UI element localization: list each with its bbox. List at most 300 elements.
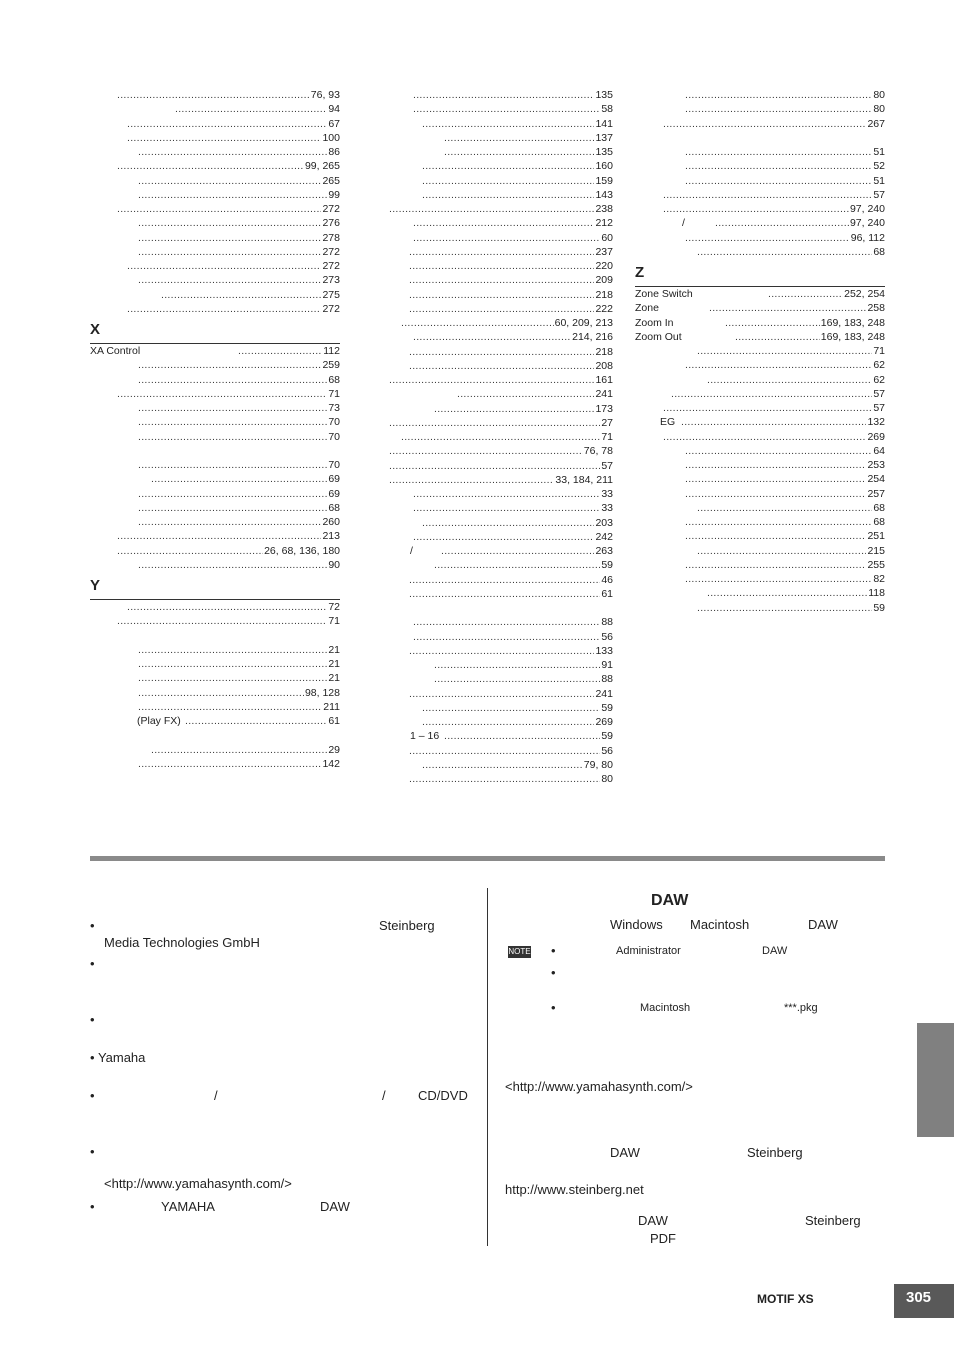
page-reference[interactable]: 273 [322,274,340,287]
text-pdf: PDF [650,1231,676,1246]
index-entry [90,273,340,287]
page-reference[interactable]: 143 [595,188,613,201]
page-reference[interactable]: 272 [322,203,340,215]
dot-leader [685,88,872,102]
index-leader [389,459,613,473]
index-entry [90,188,340,202]
dot-leader [401,316,554,330]
page-reference[interactable]: 100 [322,131,340,144]
page-reference[interactable]: 169, 183, 248 [820,316,885,329]
page-reference[interactable]: 51 [873,146,885,158]
page-reference[interactable]: 208 [595,359,613,372]
page-reference[interactable]: 68 [328,501,340,514]
page-reference[interactable]: 218 [595,288,613,301]
page-reference[interactable]: 161 [595,374,613,386]
page-reference[interactable]: 71 [601,431,613,443]
dot-leader [685,444,872,458]
index-leader [681,415,885,429]
dot-leader [409,744,600,758]
index-leader [663,117,885,131]
index-entry [90,117,340,131]
page-reference[interactable]: 259 [322,359,340,372]
dot-leader [663,401,872,415]
page-reference[interactable]: 61 [328,715,340,727]
yamahasynth-link[interactable]: <http://www.yamahasynth.com/> [505,1079,693,1094]
page-reference[interactable]: 71 [328,387,340,400]
dot-leader [697,344,872,358]
dot-leader [127,600,327,614]
page-reference[interactable]: 94 [328,103,340,116]
page-reference[interactable]: 141 [595,117,613,130]
dot-leader [389,459,600,473]
page-reference[interactable]: 82 [873,573,885,585]
text-steinberg: Steinberg [379,918,435,933]
index-entry [90,686,340,700]
index-leader [413,487,613,501]
dot-leader [409,302,594,316]
index-leader [127,117,340,131]
page-reference[interactable]: 57 [873,387,885,400]
index-entry [635,102,885,116]
index-entry [635,558,885,572]
page-reference[interactable]: 68 [873,245,885,258]
dot-leader [685,358,872,372]
dot-leader [422,701,600,715]
index-entry [635,159,885,173]
index-term: / [410,545,413,557]
steinberg-link[interactable]: http://www.steinberg.net [505,1182,644,1197]
dot-leader [697,501,872,515]
index-leader [138,501,340,515]
page-reference[interactable]: 252, 254 [844,288,885,300]
index-leader [138,671,340,685]
page-reference[interactable]: 160 [595,160,613,173]
index-leader [413,501,613,515]
page-reference[interactable]: 133 [595,644,613,657]
dot-leader [138,515,321,529]
dot-leader [138,686,304,700]
page-reference[interactable]: 169, 183, 248 [820,330,885,343]
page-reference[interactable]: 91 [601,659,613,671]
dot-leader [409,772,600,786]
page-reference[interactable]: 69 [328,473,340,486]
page-reference[interactable]: 72 [328,601,340,613]
page-reference[interactable]: 76, 78 [583,445,613,458]
index-entry [389,359,613,373]
index-entry [389,259,613,273]
page-reference[interactable]: 253 [867,459,885,471]
index-leader [117,387,340,401]
page-reference[interactable]: 59 [601,730,613,743]
page-reference[interactable]: 29 [328,743,340,756]
index-leader [685,358,885,372]
page-number: 305 [894,1284,954,1318]
page-reference[interactable]: 97, 240 [849,203,885,215]
page-reference[interactable]: 70 [328,430,340,443]
page-reference[interactable]: 88 [601,673,613,686]
page-reference[interactable]: 80 [873,103,885,116]
page-reference[interactable]: 203 [595,516,613,529]
index-entry [90,373,340,387]
page-reference[interactable]: 62 [873,373,885,386]
index-entry [90,501,340,515]
page-reference[interactable]: 222 [595,302,613,315]
index-leader [685,572,885,586]
index-entry [635,344,885,358]
page-reference[interactable]: 68 [328,373,340,386]
page-reference[interactable]: 99, 265 [304,160,340,173]
dot-leader [685,572,872,586]
index-entry [389,159,613,173]
index-entry [389,715,613,729]
index-leader [685,529,885,543]
index-leader [663,202,885,216]
index-entry [389,587,613,601]
dot-leader [389,473,554,487]
index-entry [389,630,613,644]
index-entry [389,487,613,501]
page-reference[interactable]: 96, 112 [850,231,885,244]
index-leader [413,102,613,116]
dot-leader [413,530,594,544]
page-reference[interactable]: 269 [595,716,613,728]
dot-leader [685,102,872,116]
index-entry [90,458,340,472]
page-reference[interactable]: 46 [601,573,613,586]
index-entry [90,728,340,742]
dot-leader [127,302,321,316]
page-reference[interactable]: 64 [873,444,885,457]
index-leader [413,615,613,629]
page-reference[interactable]: 213 [322,530,340,543]
index-entry [90,202,340,216]
index-leader [117,88,340,102]
index-entry [90,558,340,572]
dot-leader [409,573,600,587]
page-reference[interactable]: 269 [867,430,885,443]
page-reference[interactable]: 263 [595,545,613,557]
page-reference[interactable]: 59 [601,559,613,572]
bullet: • [90,956,95,971]
dot-leader [151,472,327,486]
page-reference[interactable]: 71 [873,345,885,357]
page-reference[interactable]: 79, 80 [583,758,613,771]
page-reference[interactable]: 86 [328,146,340,158]
page-reference[interactable]: 98, 128 [304,686,340,699]
page-reference[interactable]: 260 [322,516,340,528]
index-leader [138,401,340,415]
dot-leader [768,287,843,301]
note-icon: NOTE [508,947,531,956]
page-reference[interactable]: 70 [328,459,340,471]
dot-leader [138,501,327,515]
page-reference[interactable]: 137 [595,131,613,144]
page-reference[interactable]: 238 [595,203,613,215]
page-reference[interactable]: 211 [323,700,340,713]
index-leader [422,516,613,530]
index-column-2 [389,88,613,786]
index-entry [90,757,340,771]
page-reference[interactable]: 135 [595,89,613,101]
page-reference[interactable]: 265 [322,174,340,187]
page-reference[interactable]: 214, 216 [572,331,613,344]
index-entry [389,174,613,188]
page-reference[interactable]: 27 [601,416,613,429]
dot-leader [685,487,866,501]
page-reference[interactable]: 68 [873,501,885,514]
index-entry [635,501,885,515]
index-entry [389,273,613,287]
page-reference[interactable]: 99 [328,188,340,201]
index-leader [685,458,885,472]
dot-leader [401,430,600,444]
yamaha-label: Yamaha [97,1050,146,1065]
dot-leader [413,88,594,102]
index-leader [685,558,885,572]
page-reference[interactable]: 57 [601,459,613,472]
page-reference[interactable]: 159 [595,174,613,187]
dot-leader [138,231,321,245]
page-reference[interactable]: 56 [601,630,613,643]
index-entry [389,615,613,629]
page-reference[interactable]: 57 [873,188,885,201]
index-leader [697,501,885,515]
page-reference[interactable]: 97, 240 [849,217,885,230]
index-entry [635,358,885,372]
page-reference[interactable]: 209 [595,274,613,287]
page-reference[interactable]: 132 [867,416,885,429]
page-reference[interactable]: 70 [328,416,340,429]
page-reference[interactable]: 59 [601,701,613,714]
index-leader [138,373,340,387]
page-reference[interactable]: 272 [322,245,340,258]
index-leader [685,145,885,159]
index-leader [413,330,613,344]
dot-leader [422,159,594,173]
page-reference[interactable]: 69 [328,487,340,500]
page-reference[interactable]: 251 [867,530,885,543]
index-leader [685,231,885,245]
page-reference[interactable]: 57 [873,402,885,414]
dot-leader [409,644,594,658]
dot-leader [138,671,327,685]
page-reference[interactable]: 272 [322,260,340,272]
index-entry [635,117,885,131]
page-reference[interactable]: 242 [595,530,613,543]
brand-name: MOTIF XS [757,1292,814,1306]
index-entry [90,643,340,657]
page-reference[interactable]: 241 [595,687,613,700]
page-reference[interactable]: 142 [322,757,340,770]
page-reference[interactable]: 237 [595,245,613,258]
page-reference[interactable]: 173 [595,402,613,415]
index-leader [434,558,613,572]
page-reference[interactable]: 220 [595,260,613,272]
index-leader [185,714,340,728]
dot-leader [138,430,327,444]
dot-leader [441,544,594,558]
dot-leader [117,159,304,173]
index-entry [90,159,340,173]
dot-leader [138,643,327,657]
index-leader [697,344,885,358]
dot-leader [685,515,872,529]
index-leader [422,117,613,131]
dot-leader [422,715,594,729]
index-leader [768,287,885,301]
index-term: XA Control [90,345,141,357]
index-leader [422,758,613,772]
dot-leader [444,729,600,743]
page-reference[interactable]: 52 [873,160,885,173]
dot-leader [138,458,327,472]
index-entry [389,345,613,359]
dot-leader [117,529,321,543]
dot-leader [185,714,327,728]
page-reference[interactable]: 254 [867,473,885,486]
index-leader [127,131,340,145]
page-reference[interactable]: 267 [867,117,885,130]
page-reference[interactable]: 21 [328,672,340,685]
dot-leader [138,757,321,771]
index-leader [127,600,340,614]
dot-leader [409,288,594,302]
index-entry [389,729,613,743]
page-reference[interactable]: 68 [873,516,885,528]
index-entry [90,358,340,372]
index-entry [389,302,613,316]
dot-leader [389,373,594,387]
page-reference[interactable]: 60 [601,231,613,244]
page-reference[interactable]: 21 [328,643,340,656]
dot-leader [138,273,321,287]
page-reference[interactable]: 33 [601,488,613,500]
page-reference[interactable]: 215 [867,544,885,557]
index-entry [635,401,885,415]
index-term: Zone [635,302,659,315]
index-leader [138,145,340,159]
index-entry [635,188,885,202]
page-reference[interactable]: 71 [328,615,340,628]
index-leader [389,444,613,458]
page-reference[interactable]: 112 [323,345,340,357]
index-entry [90,288,340,302]
dot-leader [685,529,866,543]
page-reference[interactable]: 275 [322,288,340,301]
page-reference[interactable]: 80 [873,89,885,101]
index-entry [389,672,613,686]
index-entry [635,444,885,458]
page-reference[interactable]: 257 [867,487,885,500]
page-reference[interactable]: 241 [595,388,613,401]
dot-leader [117,202,321,216]
page-reference[interactable]: 58 [601,103,613,116]
page-reference[interactable]: 258 [867,302,885,315]
dot-leader [707,586,867,600]
index-entry [635,216,885,230]
index-leader [413,231,613,245]
page-reference[interactable]: 276 [322,217,340,230]
page-reference[interactable]: 73 [328,402,340,414]
index-entry [90,430,340,444]
yamahasynth-link[interactable]: <http://www.yamahasynth.com/> [104,1176,292,1191]
index-leader [685,88,885,102]
index-entry [90,614,340,628]
index-leader [663,401,885,415]
index-leader [151,743,340,757]
index-leader [161,288,340,302]
index-leader [422,174,613,188]
page-reference[interactable]: 67 [328,117,340,130]
page-reference[interactable]: 56 [601,744,613,757]
page-reference[interactable]: 33 [601,502,613,515]
page-reference[interactable]: 88 [601,616,613,629]
index-entry [635,458,885,472]
page-reference[interactable]: 272 [322,302,340,315]
index-entry [635,572,885,586]
index-entry [635,387,885,401]
index-entry [90,700,340,714]
page-reference[interactable]: 80 [601,773,613,785]
index-entry [389,516,613,530]
index-entry [635,301,885,315]
text-pkg: ***.pkg [784,1002,818,1014]
index-entry [90,131,340,145]
index-entry [90,515,340,529]
index-leader [409,772,613,786]
page-reference[interactable]: 62 [873,359,885,372]
index-term: EG [660,416,676,429]
index-entry [635,601,885,615]
index-entry [90,743,340,757]
page-reference[interactable]: 212 [595,217,613,230]
index-entry [90,444,340,458]
page-reference[interactable]: 21 [328,658,340,670]
index-leader [138,216,340,230]
index-entry [635,586,885,600]
index-entry [389,558,613,572]
dot-leader [671,387,872,401]
page-reference[interactable]: 218 [595,345,613,358]
bullet: • [90,1012,95,1027]
index-entry [389,202,613,216]
dot-leader [138,145,327,159]
dot-leader [117,88,310,102]
dot-leader [413,501,600,515]
page-reference[interactable]: 26, 68, 136, 180 [264,544,340,557]
page-reference[interactable]: 51 [873,174,885,187]
page-reference[interactable]: 59 [873,601,885,614]
page-reference[interactable]: 278 [322,231,340,244]
dot-leader [409,245,594,259]
page-reference[interactable]: 61 [601,587,613,600]
index-leader [151,472,340,486]
page-reference[interactable]: 118 [868,587,885,600]
dot-leader [413,487,600,501]
page-reference[interactable]: 255 [867,558,885,571]
page-reference[interactable]: 76, 93 [310,89,340,101]
page-reference[interactable]: 135 [595,146,613,158]
index-leader [409,573,613,587]
page-reference[interactable]: 60, 209, 213 [554,317,613,329]
page-reference[interactable]: 90 [328,558,340,571]
index-leader [444,131,613,145]
index-leader [138,515,340,529]
index-term: / [682,217,685,230]
index-leader [138,231,340,245]
page-reference[interactable]: 33, 184, 211 [555,473,613,486]
index-entry [635,373,885,387]
